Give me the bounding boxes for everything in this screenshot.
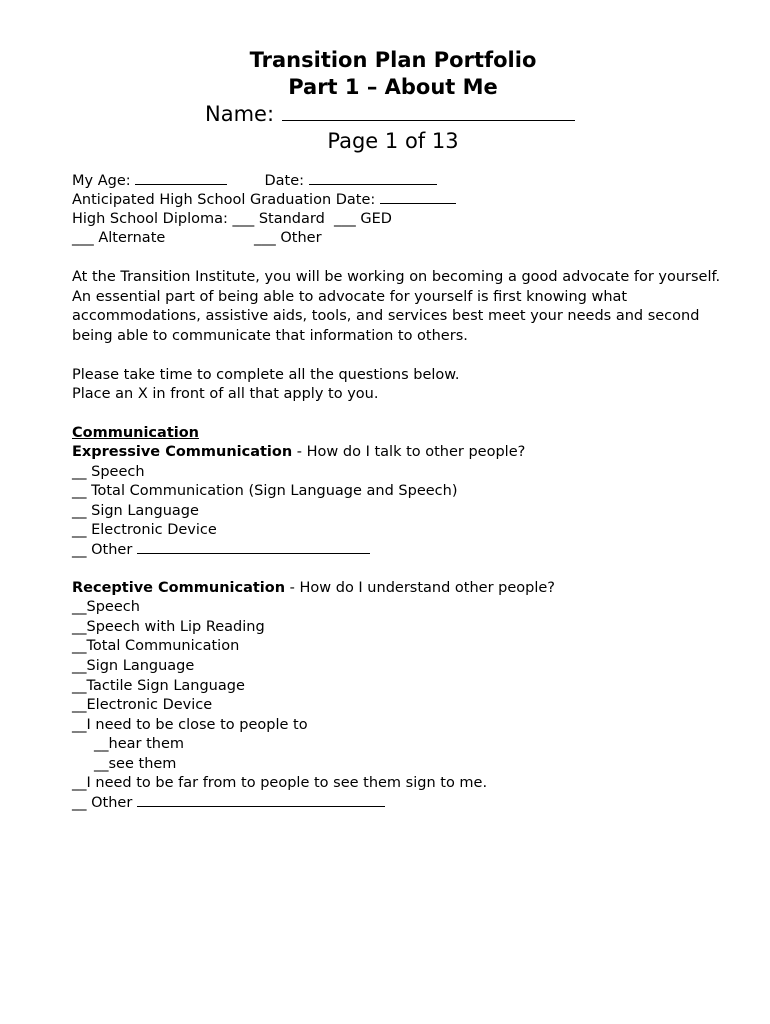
receptive-other-blank[interactable]: [137, 793, 385, 807]
ged-label: GED: [360, 211, 392, 227]
receptive-option[interactable]: __Tactile Sign Language: [72, 678, 245, 694]
ged-check-blank[interactable]: ___: [334, 211, 356, 227]
expressive-label: Expressive Communication: [72, 444, 293, 460]
page-number: Page 1 of 13: [327, 129, 459, 153]
expressive-other-label[interactable]: __ Other: [72, 542, 133, 558]
name-label: Name:: [205, 102, 275, 126]
graduation-row: [72, 190, 456, 211]
receptive-option[interactable]: __Electronic Device: [72, 697, 213, 713]
receptive-sub-option[interactable]: __see them: [94, 756, 177, 772]
receptive-label: Receptive Communication: [72, 580, 286, 596]
other-label: Other: [280, 230, 322, 246]
other-check-blank[interactable]: ___: [254, 230, 276, 246]
date-blank[interactable]: [309, 171, 437, 185]
diploma-row-2: [72, 229, 165, 249]
receptive-option[interactable]: __Speech with Lip Reading: [72, 619, 265, 635]
diploma-row: [72, 210, 392, 230]
alternate-label: Alternate: [98, 230, 166, 246]
expressive-option[interactable]: __ Total Communication (Sign Language and Speech): [72, 483, 458, 499]
expressive-heading: [72, 443, 525, 463]
communication-heading: Communication: [72, 425, 200, 441]
receptive-other-row: [72, 793, 385, 814]
receptive-question: - How do I understand other people?: [285, 580, 555, 596]
intro-paragraph: At the Transition Institute, you will be working on becoming a good advocate for yourself. An essential part of being able to advocate for yourself is first knowing what accommodations, assistive aids, tools, and services best meet your needs and second being able to communicate that information to others.: [72, 269, 721, 344]
diploma-other: [254, 229, 322, 249]
expressive-option[interactable]: __ Sign Language: [72, 503, 199, 519]
expressive-question: - How do I talk to other people?: [292, 444, 526, 460]
receptive-sub-option[interactable]: __hear them: [94, 736, 184, 752]
instruction-line-1: Please take time to complete all the questions below.: [72, 367, 460, 383]
receptive-option[interactable]: __I need to be close to people to: [72, 717, 308, 733]
document-subtitle: Part 1 – About Me: [288, 75, 498, 99]
receptive-heading: [72, 579, 555, 599]
expressive-other-row: [72, 540, 370, 561]
expressive-other-blank[interactable]: [137, 540, 370, 554]
standard-check-blank[interactable]: ___: [232, 211, 255, 227]
date-label: Date:: [264, 173, 305, 189]
expressive-option[interactable]: __ Speech: [72, 464, 145, 480]
age-label: My Age:: [72, 173, 131, 189]
graduation-blank[interactable]: [380, 190, 456, 204]
standard-label: Standard: [258, 211, 325, 227]
name-blank-line[interactable]: [282, 100, 575, 121]
receptive-option[interactable]: __Total Communication: [72, 638, 240, 654]
instruction-line-2: Place an X in front of all that apply to you.: [72, 386, 379, 402]
name-field: [205, 100, 575, 128]
receptive-option[interactable]: __Sign Language: [72, 658, 195, 674]
document-title: Transition Plan Portfolio: [249, 48, 537, 72]
receptive-option[interactable]: __I need to be far from to people to see them sign to me.: [72, 775, 488, 791]
diploma-label: High School Diploma:: [72, 211, 228, 227]
receptive-other-label[interactable]: __ Other: [72, 795, 133, 811]
age-blank[interactable]: [135, 171, 227, 185]
expressive-option[interactable]: __ Electronic Device: [72, 522, 217, 538]
graduation-label: Anticipated High School Graduation Date:: [72, 192, 376, 208]
age-date-row: [72, 171, 437, 192]
alternate-check-blank[interactable]: ___: [72, 230, 94, 246]
receptive-option[interactable]: __Speech: [72, 599, 140, 615]
